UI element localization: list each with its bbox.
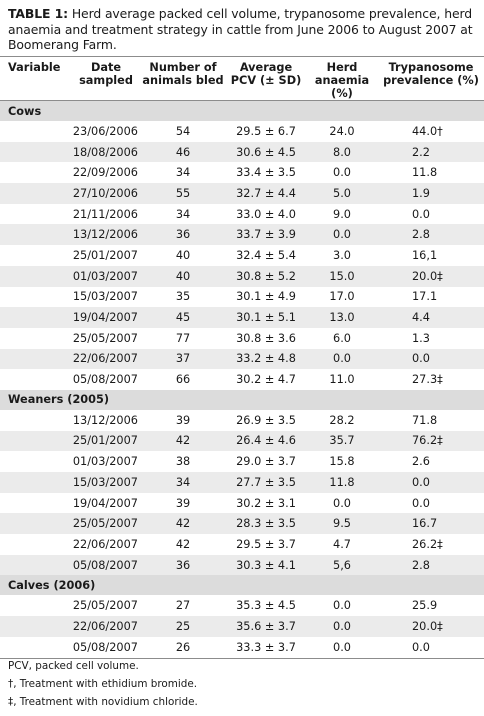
cell-variable [0, 162, 72, 183]
cell-anaemia: 0.0 [333, 166, 351, 180]
cell-prevalence: 11.8 [412, 166, 438, 180]
table-row [0, 616, 484, 637]
header-prevalence-line1: Trypanosome [388, 61, 474, 74]
cell-date: 15/03/2007 [72, 290, 138, 304]
cell-date: 21/11/2006 [72, 207, 138, 221]
cell-date: 05/08/2007 [72, 640, 138, 654]
cell-anaemia: 5.0 [306, 183, 378, 204]
cell-prevalence: 4.4 [378, 307, 484, 328]
cell-animals: 36 [140, 555, 226, 576]
cell-anaemia: 9.0 [333, 207, 351, 221]
cell-anaemia: 0.0 [333, 599, 351, 613]
cell-animals: 54 [175, 124, 191, 138]
cell-pcv: 35.6 ± 3.7 [226, 616, 306, 637]
cell-animals: 39 [175, 496, 191, 510]
table-row [0, 595, 484, 616]
cell-date: 13/12/2006 [72, 413, 138, 427]
cell-pcv: 27.7 ± 3.5 [226, 472, 306, 493]
cell-variable [0, 266, 72, 287]
cell-animals: 42 [140, 431, 226, 452]
cell-pcv: 30.1 ± 4.9 [236, 290, 296, 304]
cell-date: 25/01/2007 [72, 431, 140, 452]
cell-animals: 26 [175, 640, 191, 654]
cell-animals: 45 [140, 307, 226, 328]
table-caption [8, 6, 476, 53]
cell-date: 25/01/2007 [72, 248, 138, 262]
table-row [0, 513, 484, 534]
cell-variable [0, 472, 72, 493]
table-row [0, 534, 484, 555]
cell-variable [0, 349, 72, 370]
table-row [0, 307, 484, 328]
cell-prevalence: 0.0 [412, 640, 430, 654]
cell-animals: 42 [140, 513, 226, 534]
table-row [0, 121, 484, 142]
cell-date: 22/06/2007 [72, 616, 140, 637]
cell-date: 22/09/2006 [72, 166, 138, 180]
cell-variable [0, 534, 72, 555]
cell-anaemia: 15.0 [306, 266, 378, 287]
cell-animals: 77 [175, 331, 191, 345]
cell-pcv: 26.9 ± 3.5 [236, 413, 296, 427]
cell-prevalence: 27.3‡ [412, 373, 443, 387]
cell-animals: 66 [175, 373, 191, 387]
section-label: Cows [0, 101, 484, 121]
cell-animals: 25 [140, 616, 226, 637]
cell-anaemia: 6.0 [333, 331, 351, 345]
cell-variable [0, 369, 72, 390]
cell-pcv: 29.5 ± 6.7 [236, 124, 296, 138]
section-row [0, 101, 484, 121]
cell-anaemia: 24.0 [329, 124, 355, 138]
cell-pcv: 33.3 ± 3.7 [236, 640, 296, 654]
header-date-line1: Date [90, 61, 122, 74]
cell-animals: 39 [175, 413, 191, 427]
cell-variable [0, 224, 72, 245]
table-header [0, 57, 484, 102]
header-pcv-line1: Average [239, 61, 293, 74]
cell-prevalence: 26.2‡ [412, 537, 443, 551]
cell-pcv: 33.4 ± 3.5 [236, 166, 296, 180]
footnote-dagger: †, Treatment with ethidium bromide. [8, 678, 198, 691]
cell-date: 15/03/2007 [72, 472, 140, 493]
header-prevalence-line2: prevalence (%) [383, 74, 479, 87]
cell-variable [0, 287, 72, 308]
cell-animals: 27 [175, 599, 191, 613]
cell-date: 01/03/2007 [72, 266, 140, 287]
cell-prevalence: 25.9 [412, 599, 438, 613]
cell-pcv: 32.4 ± 5.4 [236, 248, 296, 262]
cell-date: 01/03/2007 [72, 455, 138, 469]
cell-variable [0, 328, 72, 349]
cell-prevalence: 44.0† [412, 124, 443, 138]
table-row [0, 204, 484, 225]
cell-prevalence: 16,1 [412, 248, 438, 262]
table-row [0, 369, 484, 390]
table-row [0, 451, 484, 472]
table-row [0, 349, 484, 370]
cell-pcv: 33.7 ± 3.9 [226, 224, 306, 245]
cell-pcv: 33.2 ± 4.8 [226, 349, 306, 370]
footnote-pcv: PCV, packed cell volume. [8, 660, 139, 672]
header-date [72, 57, 140, 101]
data-table [0, 56, 484, 659]
cell-animals: 36 [140, 224, 226, 245]
table-row [0, 245, 484, 266]
cell-date: 13/12/2006 [72, 224, 140, 245]
cell-prevalence: 17.1 [412, 290, 438, 304]
table-row [0, 162, 484, 183]
header-date-line2: sampled [79, 74, 133, 87]
cell-pcv: 30.1 ± 5.1 [226, 307, 306, 328]
cell-variable [0, 451, 72, 472]
header-animals-line1: Number of [149, 61, 217, 74]
cell-pcv: 26.4 ± 4.6 [226, 431, 306, 452]
cell-variable [0, 513, 72, 534]
header-variable: Variable [8, 61, 61, 74]
cell-animals: 34 [175, 166, 191, 180]
footnotes [8, 657, 198, 712]
cell-animals: 38 [175, 455, 191, 469]
cell-anaemia: 0.0 [333, 496, 351, 510]
section-label: Weaners (2005) [0, 390, 484, 410]
table-row [0, 224, 484, 245]
cell-variable [0, 555, 72, 576]
header-anaemia [306, 57, 378, 101]
header-pcv-line2: PCV (± SD) [230, 74, 302, 87]
cell-date: 05/08/2007 [72, 555, 140, 576]
cell-variable [0, 204, 72, 225]
table-row [0, 328, 484, 349]
cell-prevalence: 0.0 [412, 207, 430, 221]
cell-date: 25/05/2007 [72, 599, 138, 613]
cell-variable [0, 183, 72, 204]
cell-date: 22/06/2007 [72, 349, 140, 370]
cell-pcv: 30.2 ± 3.1 [236, 496, 296, 510]
table-row [0, 493, 484, 514]
header-anaemia-line2: anaemia (%) [314, 74, 370, 100]
cell-animals: 34 [140, 472, 226, 493]
cell-variable [0, 595, 72, 616]
table-row [0, 287, 484, 308]
table-row [0, 472, 484, 493]
table-row [0, 410, 484, 431]
cell-pcv: 35.3 ± 4.5 [236, 599, 296, 613]
cell-pcv: 30.6 ± 4.5 [226, 142, 306, 163]
header-animals-line2: animals bled [142, 74, 224, 87]
cell-pcv: 30.3 ± 4.1 [226, 555, 306, 576]
cell-animals: 42 [175, 537, 191, 551]
cell-anaemia: 28.2 [329, 413, 355, 427]
cell-animals: 55 [140, 183, 226, 204]
cell-anaemia: 8.0 [306, 142, 378, 163]
header-animals [140, 57, 226, 101]
cell-pcv: 33.0 ± 4.0 [236, 207, 296, 221]
table-label: TABLE 1: [8, 6, 68, 21]
cell-prevalence: 1.3 [412, 331, 430, 345]
table-body [0, 101, 484, 659]
cell-prevalence: 2.8 [378, 224, 484, 245]
table-row [0, 266, 484, 287]
cell-animals: 35 [175, 290, 191, 304]
cell-prevalence: 71.8 [412, 413, 438, 427]
header-anaemia-line1: Herd [326, 61, 358, 74]
cell-prevalence: 2.2 [378, 142, 484, 163]
cell-prevalence: 20.0‡ [378, 616, 484, 637]
cell-date: 25/05/2007 [72, 331, 138, 345]
cell-date: 05/08/2007 [72, 373, 138, 387]
cell-variable [0, 493, 72, 514]
cell-pcv: 32.7 ± 4.4 [226, 183, 306, 204]
cell-variable [0, 142, 72, 163]
cell-anaemia: 17.0 [329, 290, 355, 304]
cell-variable [0, 637, 72, 658]
cell-prevalence: 16.7 [378, 513, 484, 534]
section-label: Calves (2006) [0, 575, 484, 595]
cell-animals: 46 [140, 142, 226, 163]
header-pcv [226, 57, 306, 101]
cell-anaemia: 0.0 [306, 224, 378, 245]
caption-text: Herd average packed cell volume, trypanosome prevalence, herd anaemia and treatment strategy in cattle from June 2006 to August 2007 at Boomerang Farm. [8, 6, 473, 52]
cell-variable [0, 431, 72, 452]
table-row [0, 183, 484, 204]
cell-prevalence: 0.0 [378, 349, 484, 370]
cell-date: 19/04/2007 [72, 496, 138, 510]
cell-anaemia: 0.0 [306, 349, 378, 370]
cell-prevalence: 0.0 [412, 496, 430, 510]
cell-prevalence: 20.0‡ [378, 266, 484, 287]
footnote-double-dagger: ‡, Treatment with novidium chloride. [8, 696, 198, 709]
cell-variable [0, 616, 72, 637]
cell-prevalence: 2.6 [412, 455, 430, 469]
cell-anaemia: 11.8 [306, 472, 378, 493]
cell-pcv: 30.2 ± 4.7 [236, 373, 296, 387]
cell-anaemia: 0.0 [333, 640, 351, 654]
cell-pcv: 28.3 ± 3.5 [226, 513, 306, 534]
cell-pcv: 29.5 ± 3.7 [236, 537, 296, 551]
header-prevalence [378, 57, 484, 101]
cell-animals: 37 [140, 349, 226, 370]
cell-variable [0, 245, 72, 266]
cell-date: 18/08/2006 [72, 142, 140, 163]
cell-prevalence: 76.2‡ [378, 431, 484, 452]
cell-pcv: 30.8 ± 5.2 [226, 266, 306, 287]
cell-date: 23/06/2006 [72, 124, 138, 138]
cell-anaemia: 0.0 [306, 616, 378, 637]
cell-variable [0, 307, 72, 328]
cell-variable [0, 410, 72, 431]
cell-date: 25/05/2007 [72, 513, 140, 534]
cell-anaemia: 9.5 [306, 513, 378, 534]
cell-anaemia: 15.8 [329, 455, 355, 469]
cell-anaemia: 35.7 [306, 431, 378, 452]
cell-prevalence: 1.9 [378, 183, 484, 204]
cell-anaemia: 3.0 [333, 248, 351, 262]
cell-anaemia: 11.0 [329, 373, 355, 387]
section-row [0, 575, 484, 595]
cell-anaemia: 5,6 [306, 555, 378, 576]
table-row [0, 555, 484, 576]
table-row [0, 431, 484, 452]
table-row [0, 142, 484, 163]
cell-anaemia: 4.7 [333, 537, 351, 551]
cell-animals: 40 [175, 248, 191, 262]
cell-date: 22/06/2007 [72, 537, 138, 551]
cell-variable [0, 121, 72, 142]
cell-animals: 34 [175, 207, 191, 221]
section-row [0, 390, 484, 410]
cell-pcv: 29.0 ± 3.7 [236, 455, 296, 469]
cell-animals: 40 [140, 266, 226, 287]
cell-prevalence: 0.0 [378, 472, 484, 493]
cell-prevalence: 2.8 [378, 555, 484, 576]
cell-date: 19/04/2007 [72, 307, 140, 328]
cell-pcv: 30.8 ± 3.6 [236, 331, 296, 345]
cell-date: 27/10/2006 [72, 183, 140, 204]
table-row [0, 637, 484, 658]
cell-anaemia: 13.0 [306, 307, 378, 328]
